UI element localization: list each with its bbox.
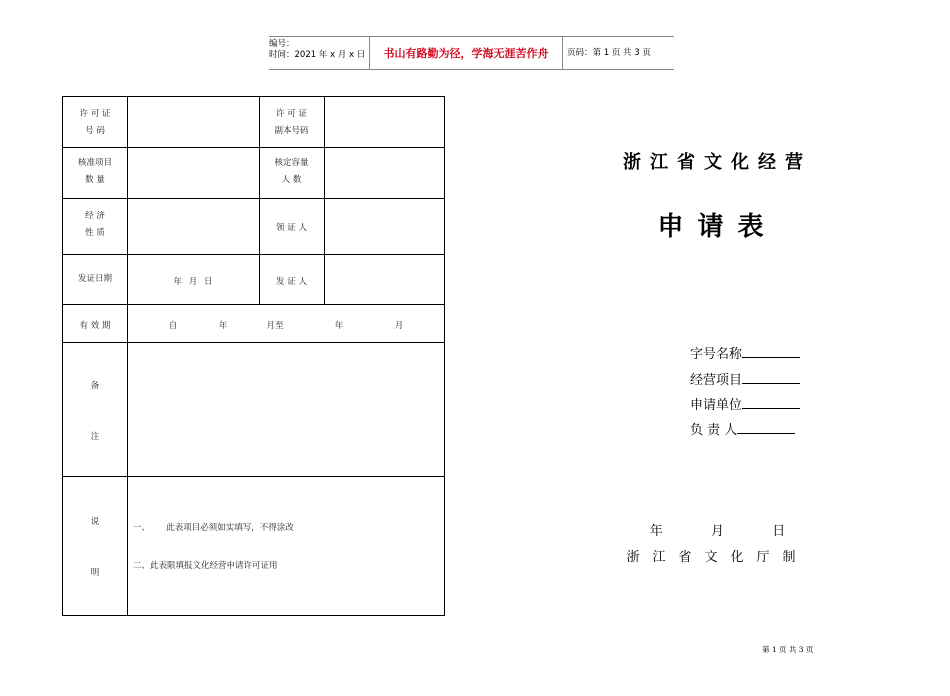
label-line: 许 可 证 bbox=[276, 109, 307, 119]
field-business-project bbox=[690, 369, 800, 388]
validity-month-to: 月至 bbox=[266, 321, 284, 331]
col-divider-1 bbox=[127, 97, 128, 615]
notes-label-2: 明 bbox=[90, 568, 100, 578]
cover-department: 浙江省文化厅制 bbox=[626, 550, 809, 565]
notes-label-1: 说 bbox=[90, 517, 100, 527]
field-applicant-unit bbox=[690, 394, 800, 413]
row-divider-6 bbox=[63, 476, 444, 477]
fill-line[interactable] bbox=[737, 422, 795, 434]
license-no-label bbox=[63, 106, 127, 140]
fill-line[interactable] bbox=[742, 346, 800, 358]
cover-title-line-1: 浙江省文化经营 bbox=[623, 152, 812, 173]
time-label: 时间：2021 年 x 月 x 日 bbox=[269, 50, 366, 60]
issue-date-value: 年 月 日 bbox=[173, 277, 213, 287]
note-1: 一、 此表项目必须如实填写，不得涂改 bbox=[133, 523, 294, 533]
row-divider-4 bbox=[63, 304, 444, 305]
row-divider-1 bbox=[63, 147, 444, 148]
label-line: 号 码 bbox=[85, 126, 105, 136]
field-label: 负 责 人 bbox=[690, 423, 738, 438]
approved-items-label bbox=[63, 155, 127, 189]
approved-capacity-label bbox=[259, 155, 324, 189]
field-label: 字号名称 bbox=[690, 347, 743, 362]
validity-label: 有 效 期 bbox=[79, 321, 111, 331]
label-line: 数 量 bbox=[85, 175, 105, 185]
remarks-label-1: 备 bbox=[90, 381, 100, 391]
field-label: 申请单位 bbox=[690, 398, 743, 413]
label-line: 经 济 bbox=[85, 211, 105, 221]
economic-nature-label bbox=[63, 208, 127, 242]
label-line: 性 质 bbox=[85, 228, 105, 238]
page-info: 页码：第 1 页 共 3 页 bbox=[567, 48, 651, 58]
label-line: 人 数 bbox=[281, 175, 302, 185]
validity-year-2: 年 bbox=[334, 321, 344, 331]
validity-month-2: 月 bbox=[394, 321, 404, 331]
fill-line[interactable] bbox=[742, 397, 800, 409]
label-line: 许 可 证 bbox=[79, 109, 111, 119]
row-divider-2 bbox=[63, 198, 444, 199]
document-header bbox=[269, 36, 674, 70]
recipient-label: 领 证 人 bbox=[276, 223, 307, 233]
field-business-name bbox=[690, 343, 800, 362]
validity-year-1: 年 bbox=[218, 321, 228, 331]
note-2: 二、此表限填报文化经营申请许可证用 bbox=[133, 561, 278, 571]
fill-line[interactable] bbox=[742, 372, 800, 384]
slogan: 书山有路勤为径，学海无涯苦作舟 bbox=[369, 37, 563, 70]
page-number: 第 1 页 共 3 页 bbox=[762, 645, 814, 654]
validity-from: 自 bbox=[168, 321, 178, 331]
cover-date-line: 年 月 日 bbox=[649, 524, 786, 539]
label-line: 核定容量 bbox=[274, 158, 309, 168]
header-meta bbox=[269, 37, 369, 70]
row-divider-3 bbox=[63, 254, 444, 255]
remarks-label-2: 注 bbox=[90, 432, 100, 442]
issuer-label: 发 证 人 bbox=[276, 277, 307, 287]
issue-date-label: 发证日期 bbox=[77, 274, 112, 284]
license-copy-no-label bbox=[259, 106, 324, 140]
col-divider-3 bbox=[324, 97, 325, 304]
field-label: 经营项目 bbox=[690, 373, 743, 388]
serial-label: 编号： bbox=[269, 39, 295, 49]
cover-title-line-2: 申请表 bbox=[657, 212, 778, 242]
row-divider-5 bbox=[63, 342, 444, 343]
field-person-in-charge bbox=[690, 419, 795, 438]
label-line: 核准项目 bbox=[77, 158, 112, 168]
label-line: 副本号码 bbox=[274, 126, 309, 136]
application-form-table bbox=[62, 96, 445, 616]
